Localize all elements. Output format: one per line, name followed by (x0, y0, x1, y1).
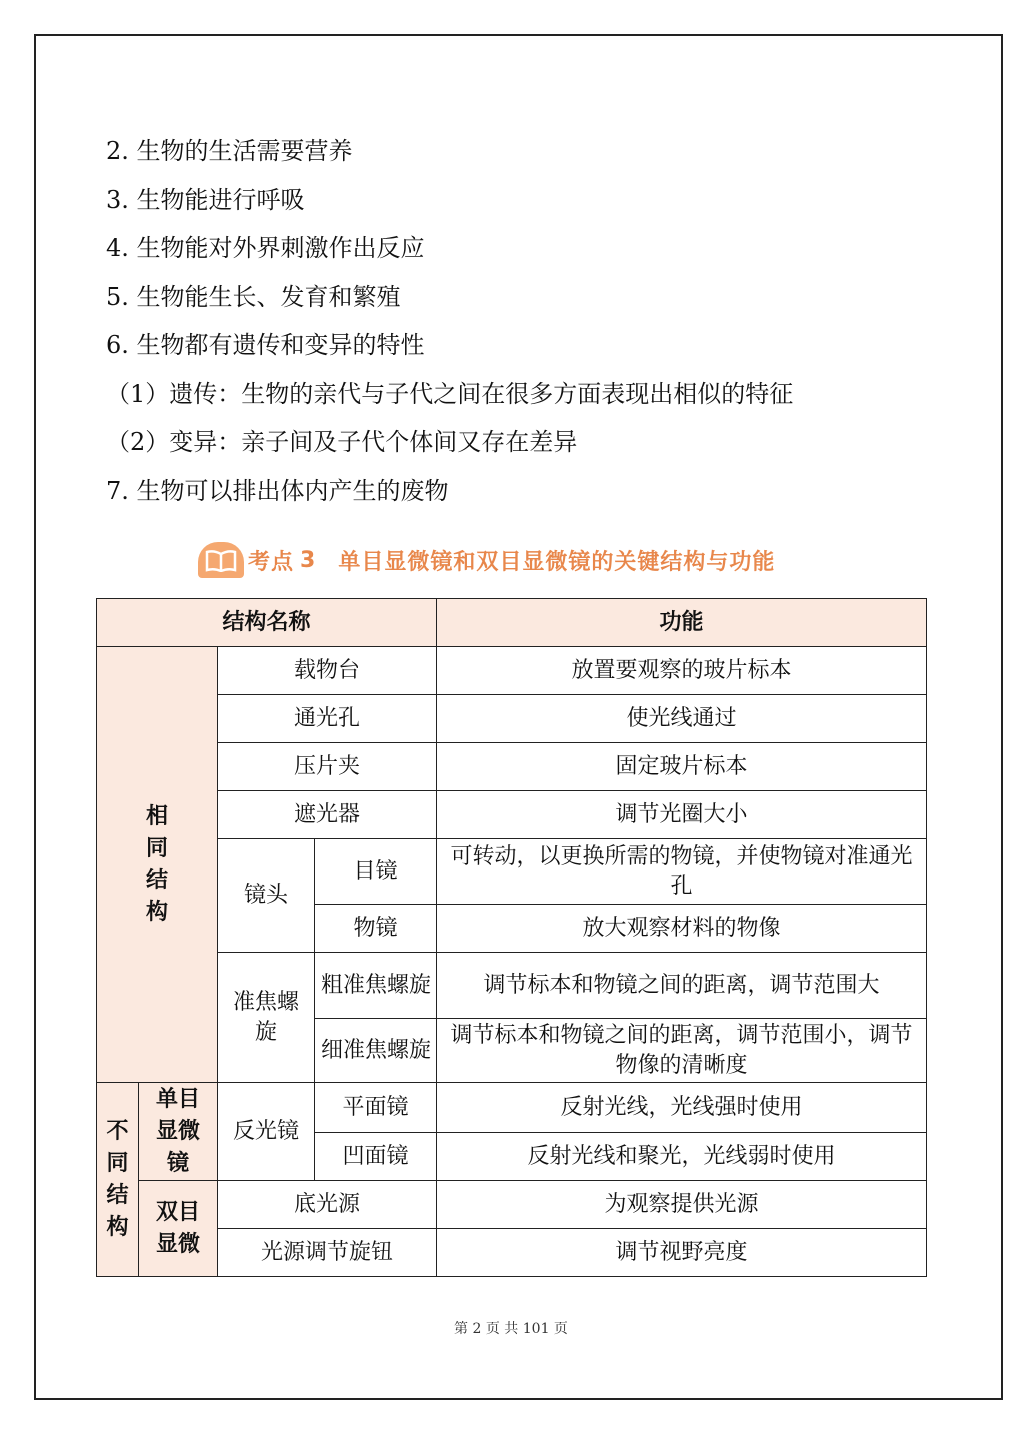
cell-name: 底光源 (218, 1181, 437, 1229)
cell-name: 粗准焦螺旋 (315, 953, 437, 1019)
cell-name: 细准焦螺旋 (315, 1019, 437, 1083)
header-function: 功能 (437, 599, 927, 647)
heading-prefix: 考点 (248, 549, 295, 575)
cell-function: 放置要观察的玻片标本 (437, 647, 927, 695)
cell-function: 可转动，以更换所需的物镜，并使物镜对准通光孔 (437, 839, 927, 905)
cell-function: 调节光圈大小 (437, 791, 927, 839)
list-item: 2. 生物的生活需要营养 (106, 137, 353, 165)
cell-name: 遮光器 (218, 791, 437, 839)
cell-focus: 准焦螺旋 (218, 953, 315, 1083)
section-heading (198, 540, 775, 580)
list-item: 4. 生物能对外界刺激作出反应 (106, 234, 425, 262)
list-item: （1）遗传：生物的亲代与子代之间在很多方面表现出相似的特征 (106, 380, 794, 408)
cell-lens: 镜头 (218, 839, 315, 953)
cell-function: 放大观察材料的物像 (437, 905, 927, 953)
cell-name: 物镜 (315, 905, 437, 953)
bino-microscope: 双目显微 (139, 1181, 218, 1277)
cell-function: 反射光线，光线强时使用 (437, 1083, 927, 1133)
cell-mirror: 反光镜 (218, 1083, 315, 1181)
cell-name: 平面镜 (315, 1083, 437, 1133)
cell-name: 凹面镜 (315, 1133, 437, 1181)
heading-title: 单目显微镜和双目显微镜的关键结构与功能 (338, 549, 776, 575)
group-diff-structure: 不同结构 (97, 1083, 139, 1277)
cell-name: 载物台 (218, 647, 437, 695)
list-item: 5. 生物能生长、发育和繁殖 (106, 283, 401, 311)
header-structure-name: 结构名称 (97, 599, 437, 647)
cell-function: 使光线通过 (437, 695, 927, 743)
group-same-structure: 相同结构 (97, 647, 218, 1083)
list-item: 6. 生物都有遗传和变异的特性 (106, 331, 425, 359)
mono-microscope: 单目显微镜 (139, 1083, 218, 1181)
cell-name: 光源调节旋钮 (218, 1229, 437, 1277)
cell-function: 调节标本和物镜之间的距离，调节范围小，调节物像的清晰度 (437, 1019, 927, 1083)
cell-function: 调节视野亮度 (437, 1229, 927, 1277)
book-icon (198, 542, 244, 578)
heading-number: 3 (300, 547, 317, 573)
structure-table (96, 598, 927, 1277)
cell-function: 为观察提供光源 (437, 1181, 927, 1229)
list-item: 7. 生物可以排出体内产生的废物 (106, 477, 449, 505)
cell-function: 反射光线和聚光，光线弱时使用 (437, 1133, 927, 1181)
cell-function: 调节标本和物镜之间的距离，调节范围大 (437, 953, 927, 1019)
cell-function: 固定玻片标本 (437, 743, 927, 791)
cell-name: 压片夹 (218, 743, 437, 791)
list-item: （2）变异：亲子间及子代个体间又存在差异 (106, 428, 578, 456)
cell-name: 通光孔 (218, 695, 437, 743)
cell-name: 目镜 (315, 839, 437, 905)
page-footer: 第 2 页 共 101 页 (454, 1321, 568, 1337)
list-item: 3. 生物能进行呼吸 (106, 186, 305, 214)
